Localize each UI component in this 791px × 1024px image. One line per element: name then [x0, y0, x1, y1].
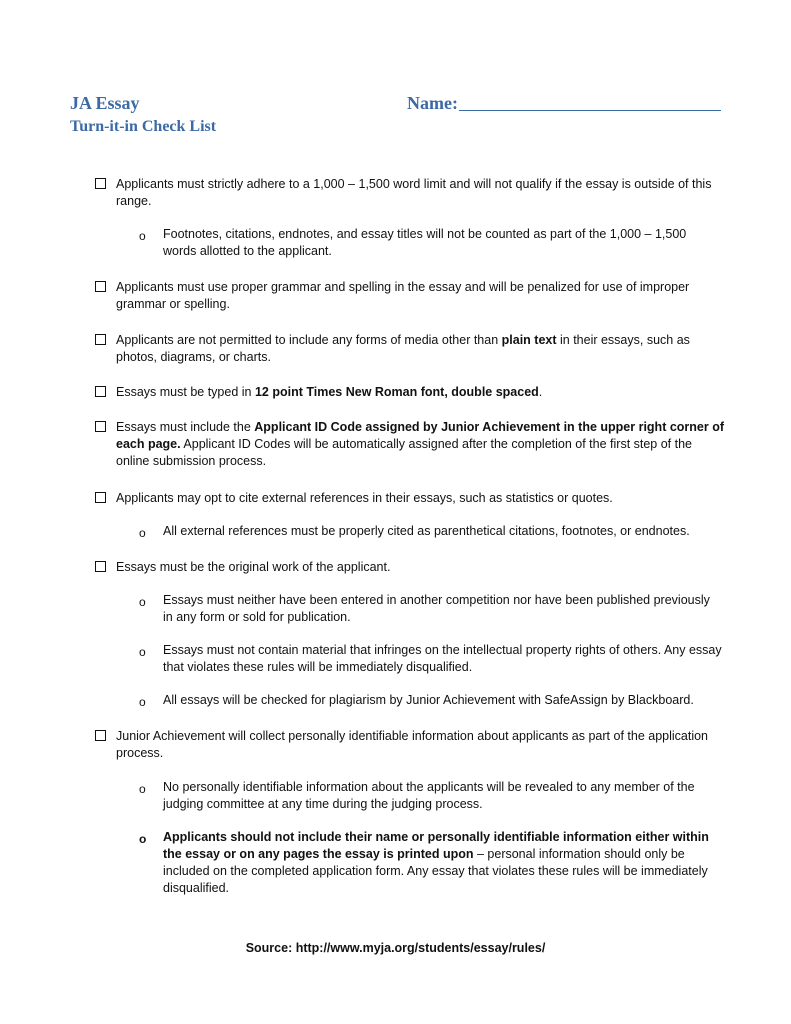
bullet: o [139, 695, 146, 709]
name-field-line [459, 110, 721, 111]
checkbox[interactable] [95, 334, 106, 345]
bullet: o [139, 832, 147, 846]
item-text-bold: 12 point Times New Roman font, double spaced [254, 385, 539, 399]
subitem-text: – personal information should only be included on the completed application form. Any essay that violates these rules will be immediately disqualified. [163, 847, 708, 895]
checkbox[interactable] [95, 421, 106, 432]
bullet: o [139, 526, 146, 540]
item-text: Applicants are not permitted to include any forms of media other than [116, 333, 502, 347]
checklist-item: Essays must be the original work of the applicant. [116, 560, 391, 574]
source-citation: Source: http://www.myja.org/students/essay/rules/ [245, 941, 546, 955]
checklist-item: Applicants must use proper grammar and spelling in the essay and will be penalized for use of improper grammar or spelling. [116, 280, 690, 311]
checkbox[interactable] [95, 492, 106, 503]
item-text: . [538, 385, 543, 399]
checklist-item: Applicants may opt to cite external references in their essays, such as statistics or quotes. [116, 491, 613, 505]
item-text: Applicant ID Codes will be automatically assigned after the completion of the first step of the online submission process. [116, 437, 693, 468]
checkbox[interactable] [95, 281, 106, 292]
checklist-item: Applicants must strictly adhere to a 1,000 – 1,500 word limit and will not qualify if the essay is outside of this range. [116, 177, 712, 208]
checklist-subitem: All external references must be properly cited as parenthetical citations, footnotes, or endnotes. [163, 524, 690, 538]
item-text: in their essays, such as photos, diagrams, or charts. [116, 333, 690, 364]
bullet: o [139, 782, 146, 796]
checklist-subitem: No personally identifiable information about the applicants will be revealed to any member of the judging committee at any time during the judging process. [163, 780, 695, 811]
item-text: Essays must include the [116, 420, 255, 434]
bullet: o [139, 645, 146, 659]
checkbox[interactable] [95, 561, 106, 572]
document-title: JA Essay [70, 93, 140, 113]
checkbox[interactable] [95, 178, 106, 189]
document-subtitle: Turn-it-in Check List [70, 118, 217, 135]
checklist-item [116, 419, 724, 470]
checklist-subitem: All essays will be checked for plagiarism by Junior Achievement with SafeAssign by Blackboard. [163, 693, 694, 707]
checkbox[interactable] [95, 730, 106, 741]
checklist-subitem: Footnotes, citations, endnotes, and essay titles will not be counted as part of the 1,000 – 1,500 words allotted to the applicant. [163, 227, 687, 258]
checklist-subitem: Essays must not contain material that infringes on the intellectual property rights of others. Any essay that violates these rules will be immediately disqualified. [163, 643, 722, 674]
checklist-item [116, 384, 724, 401]
item-text-bold: Applicant ID Code assigned by Junior Achievement in the upper right corner of each page. [116, 420, 725, 451]
item-text-bold: plain text [501, 333, 557, 347]
name-label: Name: [407, 93, 458, 113]
bullet: o [139, 595, 146, 609]
checklist-subitem [163, 829, 723, 897]
item-text: Essays must be typed in [116, 385, 255, 399]
checklist-subitem: Essays must neither have been entered in another competition nor have been published previously in any form or sold for publication. [163, 593, 710, 624]
bullet: o [139, 229, 146, 243]
checklist-item: Junior Achievement will collect personally identifiable information about applicants as part of the application process. [116, 729, 709, 760]
checklist-item [116, 332, 724, 366]
checkbox[interactable] [95, 386, 106, 397]
subitem-text-bold: Applicants should not include their name or personally identifiable information either within the essay or on any pages the essay is printed upon [163, 830, 709, 861]
